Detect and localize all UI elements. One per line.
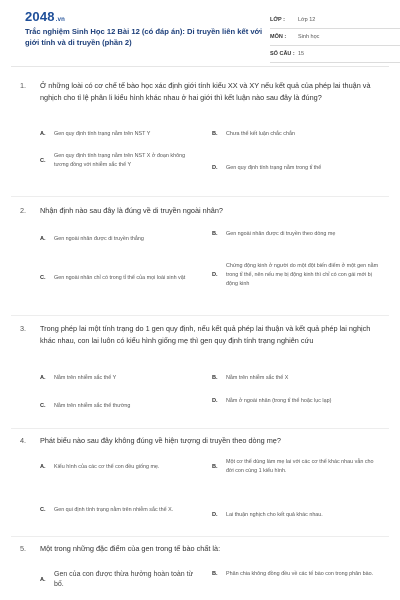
question-5 xyxy=(20,543,382,555)
meta-label: SỐ CÂU : xyxy=(270,51,295,57)
option-text: Gen của con được thừa hưởng hoàn toàn từ bố. xyxy=(54,571,194,588)
option-2d[interactable] xyxy=(212,262,382,289)
question-number: 5. xyxy=(20,544,27,553)
option-5b[interactable] xyxy=(212,570,382,579)
option-5a[interactable] xyxy=(40,570,195,590)
question-number: 1. xyxy=(20,81,27,90)
option-4c[interactable] xyxy=(40,506,195,515)
question-2 xyxy=(20,205,382,217)
option-text: Gen qui định tính trạng nằm trên nhiễm sắc thể X. xyxy=(54,507,174,513)
question-text: Một trong những đặc điểm của gen trong tế bào chất là: xyxy=(40,544,221,553)
option-letter: B. xyxy=(212,463,218,470)
option-text: Chưa thể kết luận chắc chắn xyxy=(226,131,295,137)
meta-info xyxy=(270,12,400,63)
option-letter: A. xyxy=(40,131,46,137)
meta-row-class xyxy=(270,12,400,29)
meta-value: Lớp 12 xyxy=(298,17,316,23)
option-letter: A. xyxy=(40,576,46,583)
question-divider xyxy=(11,315,389,316)
question-number: 2. xyxy=(20,206,27,215)
option-text: Nằm trên nhiễm sắc thể X xyxy=(226,375,289,381)
page-title: Trắc nghiệm Sinh Học 12 Bài 12 (có đáp án): Di truyền liên kết với giới tính và di truyền (phần 2) xyxy=(25,27,263,47)
option-letter: B. xyxy=(212,571,218,577)
option-letter: B. xyxy=(212,131,218,137)
question-text: Phát biểu nào sau đây không đúng về hiện tượng di truyền theo dòng mẹ? xyxy=(40,436,281,445)
question-divider xyxy=(11,428,389,429)
option-4b[interactable] xyxy=(212,458,382,476)
meta-row-count xyxy=(270,46,400,63)
option-2a[interactable] xyxy=(40,235,195,244)
option-letter: A. xyxy=(40,236,46,242)
option-text: Kiểu hình của các cơ thể con đều giống mẹ. xyxy=(54,464,160,470)
meta-row-subject xyxy=(270,29,400,46)
question-3 xyxy=(20,323,382,347)
option-3a[interactable] xyxy=(40,374,195,383)
meta-label: MÔN : xyxy=(270,34,287,40)
option-letter: C. xyxy=(40,507,46,513)
option-text: Gen quy định tính trạng nằm trong tỉ thể xyxy=(226,165,322,171)
option-2c[interactable] xyxy=(40,274,195,283)
header-divider xyxy=(11,66,389,67)
option-text: Nằm trên nhiễm sắc thể thường xyxy=(54,403,131,409)
meta-label: LỚP : xyxy=(270,17,285,23)
option-letter: B. xyxy=(212,375,218,381)
option-4d[interactable] xyxy=(212,511,382,520)
option-letter: D. xyxy=(212,272,218,278)
meta-value: 15 xyxy=(298,51,305,57)
option-text: Chứng động kinh ở người do một đột biến điểm ở một gen nằm trong tỉ thể, nên nếu mẹ bị động kinh thì chỉ có con gái mới bị động kinh xyxy=(226,263,379,287)
question-number: 3. xyxy=(20,324,27,333)
option-4a[interactable] xyxy=(40,463,195,472)
option-text: Nằm trên nhiễm sắc thể Y xyxy=(54,375,117,381)
question-text: Nhận định nào sau đây là đúng về di truyền ngoài nhân? xyxy=(40,206,223,215)
question-1 xyxy=(20,80,382,104)
meta-value: Sinh học xyxy=(298,34,320,40)
site-logo[interactable] xyxy=(25,9,65,24)
option-text: Lai thuận nghịch cho kết quả khác nhau. xyxy=(226,512,323,518)
logo-main: 2048 xyxy=(25,9,55,24)
question-4 xyxy=(20,435,382,447)
option-text: Phân chia không đồng đều về các tế bào con trong phân bào. xyxy=(226,571,374,577)
option-letter: B. xyxy=(212,231,218,237)
option-letter: C. xyxy=(40,275,46,281)
option-3d[interactable] xyxy=(212,397,382,406)
header xyxy=(14,0,386,66)
question-number: 4. xyxy=(20,436,27,445)
option-letter: C. xyxy=(40,403,46,409)
question-text: Ở những loài có cơ chế tế bào học xác định giới tính kiểu XX và XY nếu kết quả của phép lai thuận và nghịch cho tỉ lệ phân li kiểu hình khác nhau ở hai giới thì kết luận nào sau đây là đúng? xyxy=(40,81,371,102)
option-text: Gen ngoài nhân được di truyền theo dòng mẹ xyxy=(226,231,336,237)
option-letter: C. xyxy=(40,157,46,164)
option-letter: D. xyxy=(212,165,218,171)
question-divider xyxy=(11,196,389,197)
logo-suffix: .vn xyxy=(55,17,66,23)
option-text: Gen ngoài nhân được di truyền thẳng xyxy=(54,236,144,242)
option-text: Một cơ thể dùng làm mẹ lai với các cơ thể khác nhau vẫn cho đời con cùng 1 kiểu hình. xyxy=(226,459,374,474)
option-1a[interactable] xyxy=(40,130,195,139)
option-1d[interactable] xyxy=(212,164,382,173)
option-text: Gen quy định tính trạng nằm trên NST X ở đoạn không tương đồng với nhiễm sắc thể Y xyxy=(54,153,186,168)
option-2b[interactable] xyxy=(212,230,382,239)
option-1b[interactable] xyxy=(212,130,382,139)
option-letter: A. xyxy=(40,464,46,470)
option-letter: D. xyxy=(212,398,218,404)
question-divider xyxy=(11,536,389,537)
question-text: Trong phép lai một tính trạng do 1 gen quy định, nếu kết quả phép lai thuận và kết quả phép lai nghịch khác nhau, con lai luôn có kiểu hình giống mẹ thì gen quy định tính trạng nghiên cứu xyxy=(40,324,371,345)
option-text: Gen quy định tính trạng nằm trên NST Y xyxy=(54,131,151,137)
option-3c[interactable] xyxy=(40,402,195,411)
option-1c[interactable] xyxy=(40,152,195,170)
option-letter: A. xyxy=(40,375,46,381)
option-text: Nằm ở ngoài nhân (trong tỉ thể hoặc lục lạp) xyxy=(226,398,332,404)
option-text: Gen ngoài nhân chỉ có trong tỉ thể của mọi loài sinh vật xyxy=(54,275,186,281)
option-letter: D. xyxy=(212,512,218,518)
option-3b[interactable] xyxy=(212,374,382,383)
